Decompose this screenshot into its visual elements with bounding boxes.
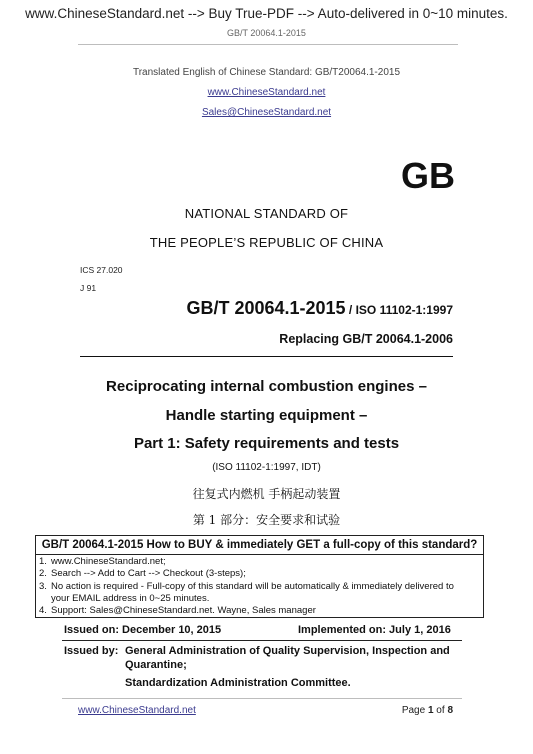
title-divider [80,356,453,357]
standard-number: GB/T 20064.1-2015 [186,298,346,318]
page-number: 1 [427,705,434,716]
title-line-3: Part 1: Safety requirements and tests [133,435,400,452]
buy-step-1[interactable]: 1. www.ChineseStandard.net; [39,556,166,567]
buy-steps-list [39,556,480,617]
issued-by-line-1: General Administration of Quality Supervision, Inspection and [125,645,450,657]
issued-date: Issued on: December 10, 2015 [64,624,222,636]
dates-divider [62,640,462,641]
national-standard-line: NATIONAL STANDARD OF [184,206,349,221]
chinese-title-2: 第 1 部分：安全要求和试验 [192,513,341,527]
page-total: 8 [447,705,453,716]
buy-step-3: 3. No action is required - Full-copy of this standard will be automatically & immediately delivered to [39,580,454,592]
website-link[interactable]: www.ChineseStandard.net [207,87,326,98]
title-line-2: Handle starting equipment – [165,407,368,424]
page-counter: Page 1 of 8 [401,705,453,716]
top-banner[interactable]: www.ChineseStandard.net --> Buy True-PDF --> Auto-delivered in 0~10 minutes. [25,6,508,21]
buy-step-3-continued: your EMAIL address in 0~25 minutes. [51,592,210,604]
buy-box-divider [36,554,483,555]
standard-number-line [186,298,453,319]
implemented-date: Implemented on: July 1, 2016 [298,624,451,636]
replacing-line: Replacing GB/T 20064.1-2006 [279,332,453,346]
chinese-title-1: 往复式内燃机 手柄起动装置 [192,487,341,501]
ics-code: ICS 27.020 [80,265,123,275]
prc-line: THE PEOPLE’S REPUBLIC OF CHINA [149,235,384,250]
issued-by-line-3: Standardization Administration Committee. [125,677,351,689]
buy-box-title: GB/T 20064.1-2015 How to BUY & immediately GET a full-copy of this standard? [41,539,478,551]
issued-by-label: Issued by: [64,645,119,657]
buy-step-4: 4. Support: Sales@ChineseStandard.net. Wayne, Sales manager [39,605,316,617]
issued-by-line-2: Quarantine; [125,659,187,671]
buy-info-box [35,535,484,618]
ccs-code: J 91 [80,283,97,293]
iso-reference: (ISO 11102-1:1997, IDT) [212,462,321,473]
title-line-1: Reciprocating internal combustion engines – [106,378,427,395]
header-divider [78,44,458,45]
page-header-number: GB/T 20064.1-2015 [227,28,306,38]
iso-number: / ISO 11102-1:1997 [345,303,453,317]
buy-step-2: 2. Search --> Add to Cart --> Checkout (3-steps); [39,568,246,580]
email-link[interactable]: Sales@ChineseStandard.net [201,107,332,118]
footer-divider [62,698,462,699]
footer-website-link[interactable]: www.ChineseStandard.net [78,705,196,716]
translated-line: Translated English of Chinese Standard: GB/T20064.1-2015 [132,67,401,78]
gb-mark: GB [401,155,455,196]
